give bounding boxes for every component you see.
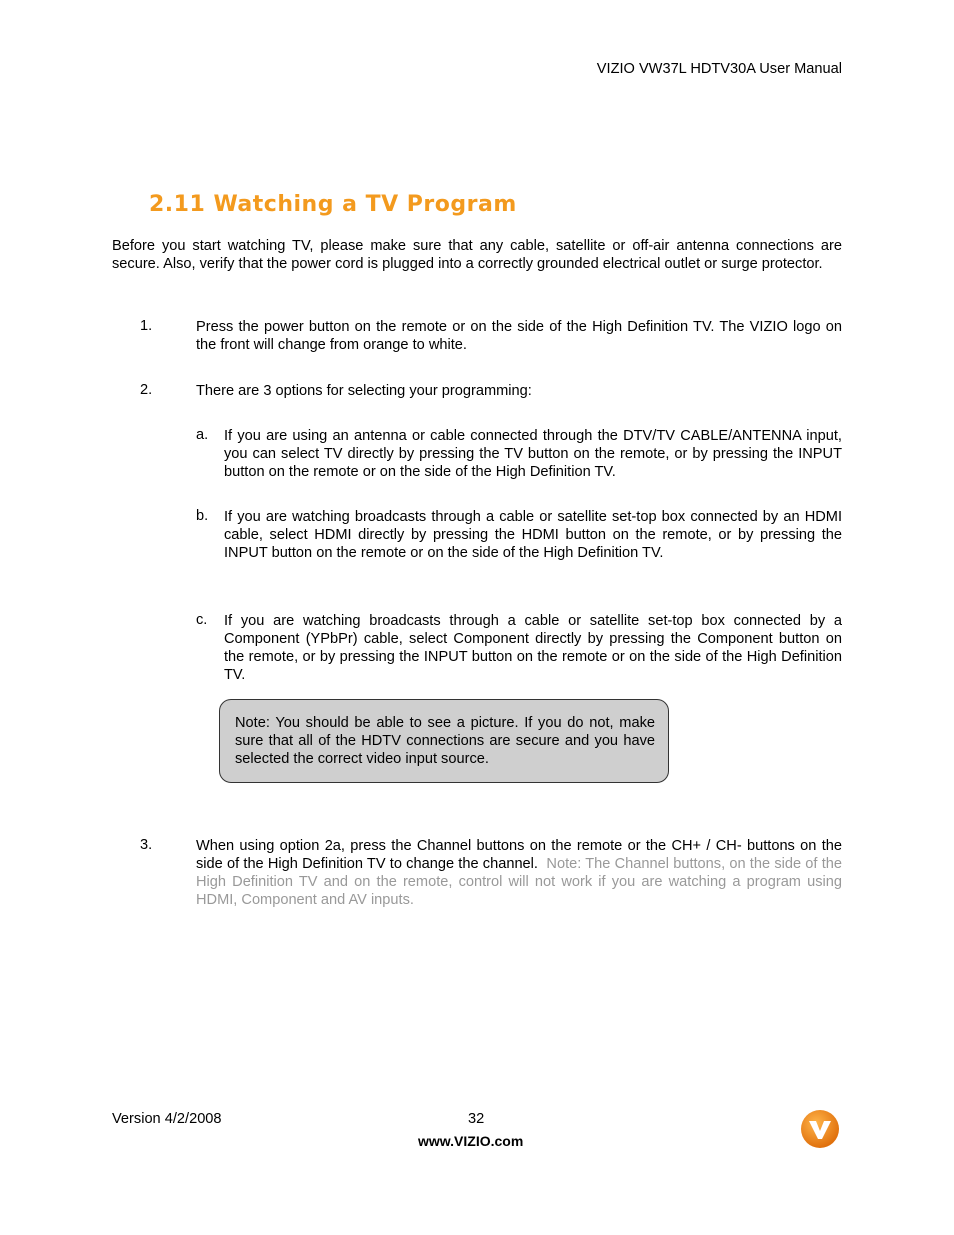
item-text-3 <box>196 837 842 909</box>
subitem-text-c: If you are watching broadcasts through a cable or satellite set-top box connected by a Component (YPbPr) cable, select Component directly by pressing the Component button on the remote, or by pressing the INPUT button on the remote or on the side of the High Definition TV. <box>224 613 842 683</box>
subitem-letter-c: c. <box>196 612 208 628</box>
item-text-1: Press the power button on the remote or on the side of the High Definition TV. The VIZIO logo on the front will change from orange to white. <box>196 319 842 353</box>
subitem-letter-b: b. <box>196 508 209 524</box>
page-header: VIZIO VW37L HDTV30A User Manual <box>596 61 842 77</box>
item-3-note-text: Note: The Channel buttons, on the side of the High Definition TV and on the remote, control will not work if you are watching a program using HDMI, Component and AV inputs. <box>196 856 842 908</box>
vizio-v-logo-icon <box>800 1109 840 1149</box>
footer-version: Version 4/2/2008 <box>112 1111 222 1127</box>
item-number-2: 2. <box>140 382 153 398</box>
section-title: 2.11 Watching a TV Program <box>149 192 517 217</box>
item-3-main-text: When using option 2a, press the Channel buttons on the remote or the CH+ / CH- buttons on the side of the High Definition TV to change the channel. <box>196 838 842 872</box>
item-text-2: There are 3 options for selecting your programming: <box>196 383 532 399</box>
subitem-letter-a: a. <box>196 427 209 443</box>
note-box-text: Note: You should be able to see a picture. If you do not, make sure that all of the HDTV connections are secure and you have selected the correct video input source. <box>235 715 655 767</box>
intro-paragraph: Before you start watching TV, please make sure that any cable, satellite or off-air antenna connections are secure. Also, verify that the power cord is plugged into a correctly grounded electrical outlet or surge protector. <box>112 238 842 272</box>
subitem-text-b: If you are watching broadcasts through a cable or satellite set-top box connected by an HDMI cable, select HDMI directly by pressing the HDMI button on the remote, or by pressing the INPUT button on the remote or on the side of the High Definition TV. <box>224 509 842 561</box>
footer-url: www.VIZIO.com <box>418 1133 524 1149</box>
footer-page-number: 32 <box>468 1111 485 1127</box>
item-number-3: 3. <box>140 837 153 853</box>
item-number-1: 1. <box>140 318 153 334</box>
subitem-text-a: If you are using an antenna or cable connected through the DTV/TV CABLE/ANTENNA input, you can select TV directly by pressing the TV button on the remote, or by pressing the INPUT button on the remote or on the side of the High Definition TV. <box>224 428 842 480</box>
